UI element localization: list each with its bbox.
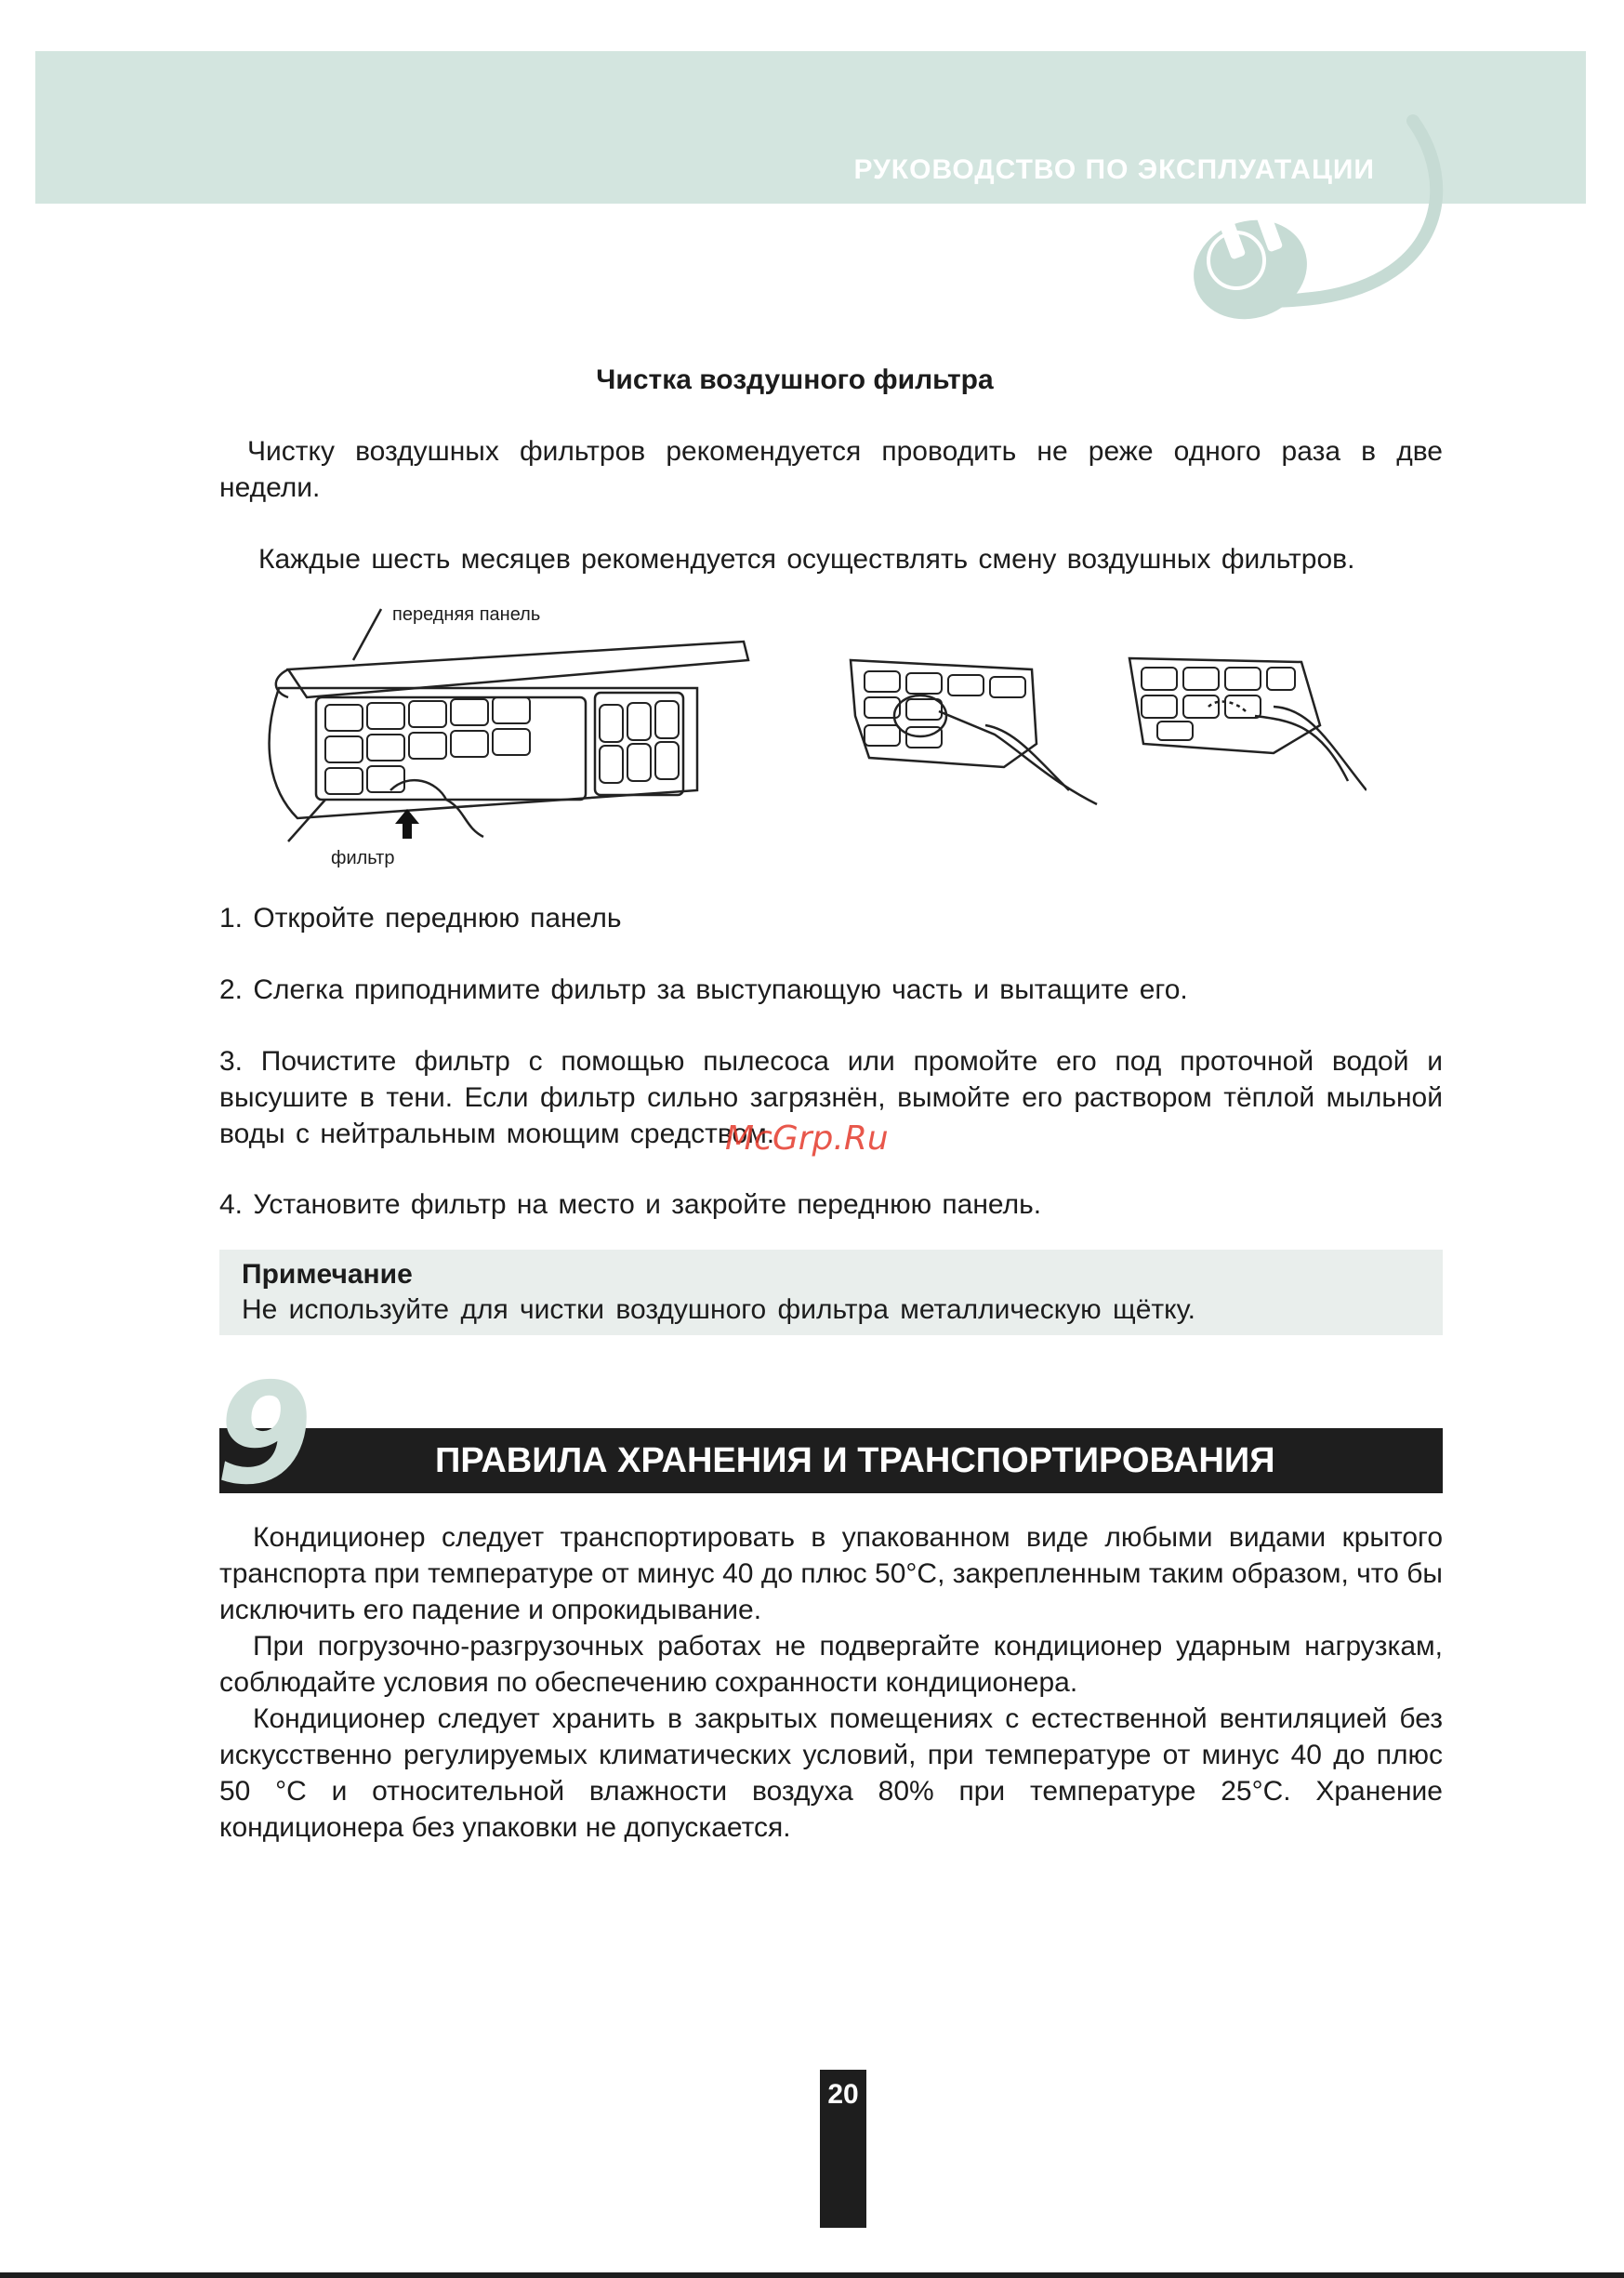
watermark: McGrp.Ru: [725, 1119, 889, 1158]
footer-line: [0, 2272, 1624, 2278]
section-title: Чистка воздушного фильтра: [596, 364, 994, 395]
note-box: [219, 1250, 1443, 1335]
header-title: РУКОВОДСТВО ПО ЭКСПЛУАТАЦИИ: [853, 154, 1375, 185]
note-title: Примечание: [242, 1259, 413, 1290]
page-number: 20: [827, 2079, 859, 2110]
front-panel-label: передняя панель: [392, 604, 541, 625]
chapter-number: 9: [216, 1354, 313, 1516]
step-2: 2. Слегка приподнимите фильтр за выступающую часть и вытащите его.: [219, 974, 1188, 1005]
power-plug-icon: [1181, 112, 1459, 353]
chapter-title: ПРАВИЛА ХРАНЕНИЯ И ТРАНСПОРТИРОВАНИЯ: [435, 1441, 1275, 1480]
chapter-paragraph-transport: Кондиционер следует транспортировать в упакованном виде любыми видами крытого транспорта при температуре от минус 40 до плюс 50°С, закрепленным таким образом, что бы исключить его падение и опрокидывание.: [219, 1522, 1443, 1625]
step-4: 4. Установите фильтр на место и закройте переднюю панель.: [219, 1189, 1042, 1220]
filter-cleaning-figure: [251, 604, 1367, 883]
step-3: 3. Почистите фильтр с помощью пылесоса или промойте его под проточной водой и высушите в тени. Если фильтр сильно загрязнён, вымойте его раствором тёплой мыльной воды с нейтральным моющим средством.: [219, 1046, 1443, 1149]
paragraph-frequency: Чистку воздушных фильтров рекомендуется проводить не реже одного раза в две недели.: [219, 436, 1443, 503]
air-conditioner-illustration: [251, 604, 1367, 883]
chapter-paragraph-storage: Кондиционер следует хранить в закрытых помещениях с естественной вентиляцией без искусственно регулируемых климатических условий, при температуре от минус 40 до плюс 50 °С и относительной влажности воздуха 80% при температуре 25°С. Хранение кондиционера без упаковки не допускается.: [219, 1703, 1443, 1843]
filter-label: фильтр: [331, 848, 395, 868]
note-text: Не используйте для чистки воздушного фильтра металлическую щётку.: [242, 1294, 1195, 1325]
step-1: 1. Откройте переднюю панель: [219, 903, 622, 934]
chapter-paragraph-loading: При погрузочно-разгрузочных работах не подвергайте кондиционер ударным нагрузкам, соблюдайте условия по обеспечению сохранности кондиционера.: [219, 1631, 1443, 1698]
paragraph-replacement: Каждые шесть месяцев рекомендуется осуществлять смену воздушных фильтров.: [258, 544, 1355, 575]
